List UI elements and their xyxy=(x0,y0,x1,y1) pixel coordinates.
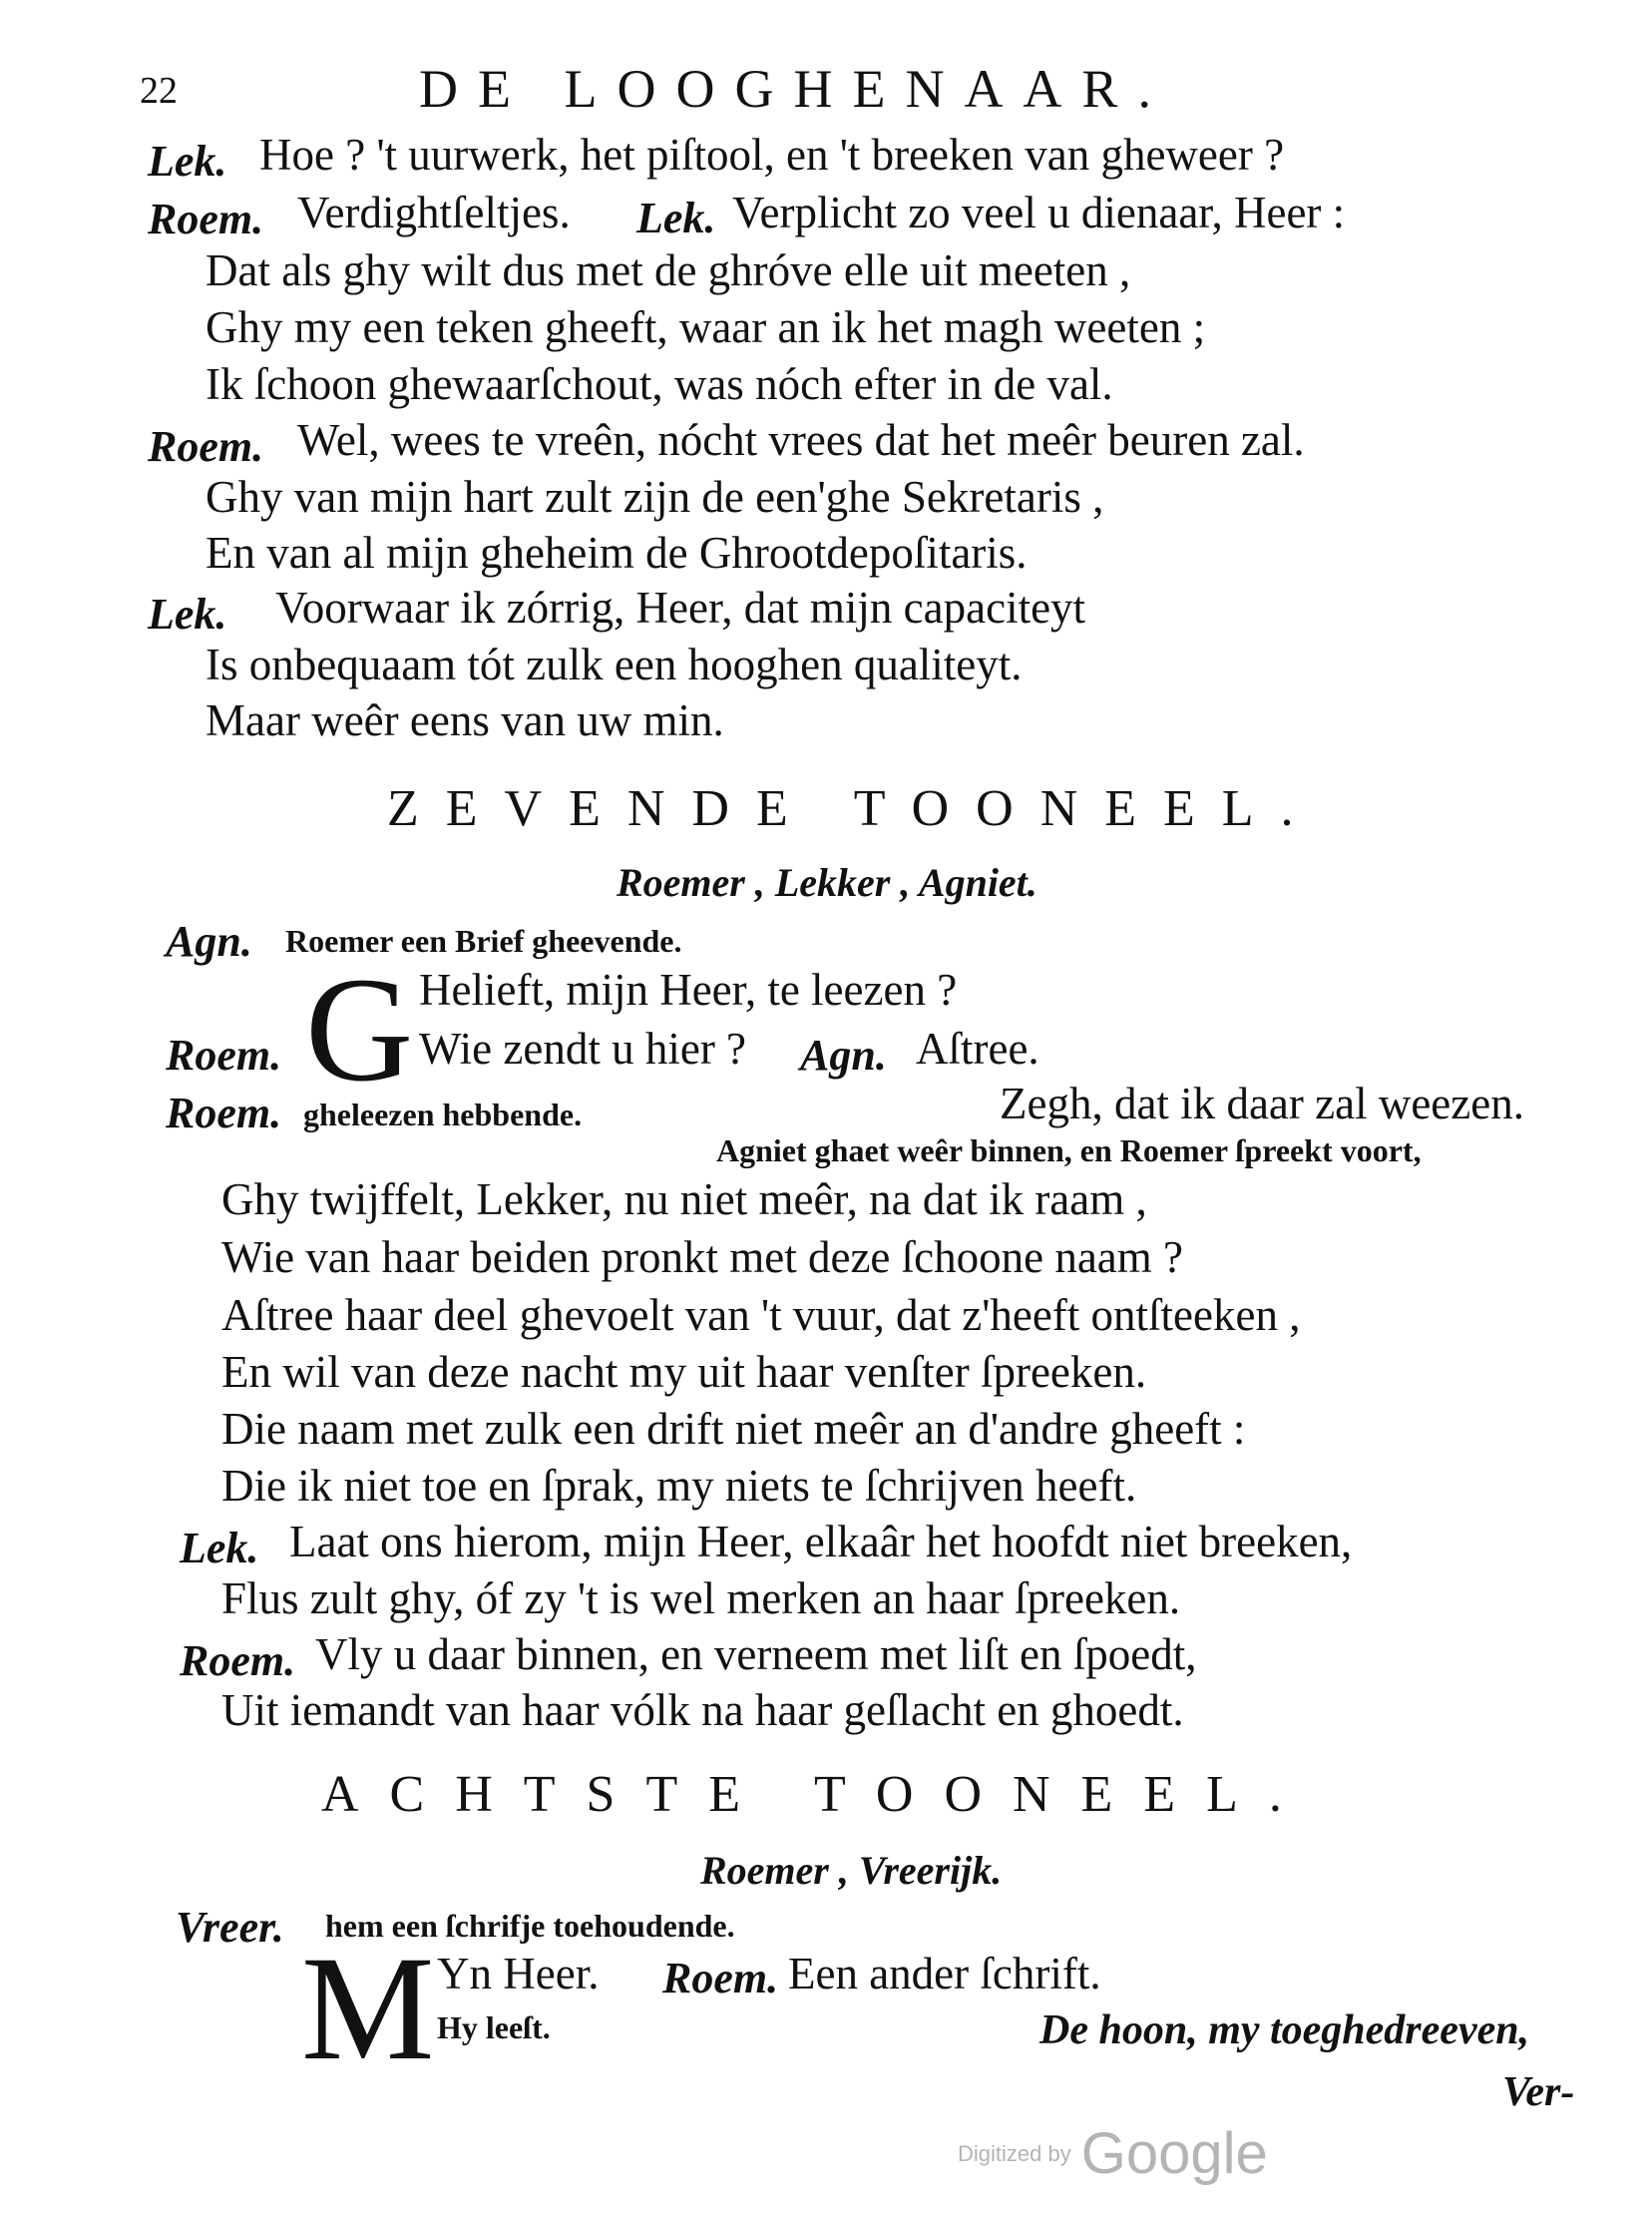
scene-heading: ACHTSTE TOONEEL. xyxy=(321,1766,1313,1823)
verse-text: Een ander ſchrift. xyxy=(788,1949,1101,1998)
speaker-label: Roem. xyxy=(166,1089,282,1137)
speaker-label: Vreer. xyxy=(176,1903,284,1952)
verse-text: Zegh, dat ik daar zal weezen. xyxy=(1000,1079,1524,1128)
verse-text: Hoe ? 't uurwerk, het piſtool, en 't breeken van gheweer ? xyxy=(259,130,1285,180)
speaker-label: Roem. xyxy=(180,1636,296,1685)
drop-cap: G xyxy=(305,947,414,1112)
verse-line: Ghy van mijn hart zult zijn de een'ghe Sekretaris , xyxy=(206,472,1104,522)
speaker-label: Lek. xyxy=(180,1524,259,1572)
digitized-watermark xyxy=(958,2121,1268,2186)
google-logo: Google xyxy=(1080,2121,1268,2186)
verse-text: Yn Heer. xyxy=(437,1949,600,1998)
speaker-label: Agn. xyxy=(800,1031,887,1080)
drop-cap: M xyxy=(301,1926,435,2091)
verse-text: Vly u daar binnen, en verneem met liſt en ſpoedt, xyxy=(315,1629,1197,1679)
verse-text: Laat ons hierom, mijn Heer, elkaâr het hoofdt niet breeken, xyxy=(289,1517,1353,1566)
verse-line: Maar weêr eens van uw min. xyxy=(206,695,724,745)
dramatis-personae: Roemer , Vreerijk. xyxy=(700,1848,1003,1893)
speaker-label: Lek. xyxy=(148,137,227,186)
speaker-label: Lek. xyxy=(636,194,716,242)
verse-text: Wel, wees te vreên, nócht vrees dat het meêr beuren zal. xyxy=(297,415,1305,465)
verse-text: Verplicht zo veel u dienaar, Heer : xyxy=(732,188,1346,237)
dramatis-personae: Roemer , Lekker , Agniet. xyxy=(617,860,1037,905)
stage-direction: Roemer een Brief gheevende. xyxy=(285,923,682,959)
verse-line: Ik ſchoon ghewaarſchout, was nóch efter in de val. xyxy=(206,359,1113,409)
speaker-label: Roem. xyxy=(662,1954,779,2002)
verse-line: Flus zult ghy, óf zy 't is wel merken an haar ſpreeken. xyxy=(221,1573,1181,1623)
stage-direction: gheleezen hebbende. xyxy=(303,1097,583,1132)
read-letter-text: De hoon, my toeghedreeven, xyxy=(1039,2007,1530,2053)
verse-line: Die naam met zulk een drift niet meêr an d'andre gheeft : xyxy=(221,1404,1246,1454)
verse-text: Aſtree. xyxy=(916,1024,1039,1074)
scene-heading: ZEVENDE TOONEEL. xyxy=(387,780,1321,837)
verse-line: Die ik niet toe en ſprak, my niets te ſchrijven heeft. xyxy=(221,1461,1137,1511)
verse-line: Ghy my een teken gheeft, waar an ik het magh weeten ; xyxy=(206,302,1206,352)
running-title: DE LOOGHENAAR. xyxy=(419,59,1171,119)
stage-direction: hem een ſchrifje toehoudende. xyxy=(325,1908,735,1944)
verse-line: Wie van haar beiden pronkt met deze ſchoone naam ? xyxy=(221,1232,1184,1282)
verse-line: Aſtree haar deel ghevoelt van 't vuur, dat z'heeft ontſteeken , xyxy=(221,1290,1301,1340)
verse-text: Wie zendt u hier ? xyxy=(419,1024,747,1074)
stage-direction: Hy leeſt. xyxy=(437,2009,551,2045)
verse-line: Ghy twijffelt, Lekker, nu niet meêr, na dat ik raam , xyxy=(221,1174,1147,1224)
verse-text: Verdightſeltjes. xyxy=(297,188,571,237)
verse-line: En van al mijn gheheim de Ghrootdepoſitaris. xyxy=(206,528,1028,578)
speaker-label: Lek. xyxy=(148,590,227,639)
speaker-label: Agn. xyxy=(166,917,252,966)
speaker-label: Roem. xyxy=(148,422,264,471)
verse-line: Is onbequaam tót zulk een hooghen qualiteyt. xyxy=(206,640,1023,689)
page-number: 22 xyxy=(140,70,178,112)
speaker-label: Roem. xyxy=(148,195,264,243)
catchword: Ver- xyxy=(1502,2069,1575,2115)
verse-line: Helieft, mijn Heer, te leezen ? xyxy=(419,965,958,1015)
verse-line: En wil van deze nacht my uit haar venſter ſpreeken. xyxy=(221,1347,1147,1397)
verse-line: Dat als ghy wilt dus met de ghróve elle uit meeten , xyxy=(206,245,1131,295)
verse-line: Uit iemandt van haar vólk na haar geſlacht en ghoedt. xyxy=(221,1685,1184,1735)
stage-direction: Agniet ghaet weêr binnen, en Roemer ſpreekt voort, xyxy=(716,1132,1422,1168)
digitized-by-text: Digitized by xyxy=(958,2141,1071,2166)
verse-text: Voorwaar ik zórrig, Heer, dat mijn capaciteyt xyxy=(275,583,1086,633)
speaker-label: Roem. xyxy=(166,1031,282,1080)
